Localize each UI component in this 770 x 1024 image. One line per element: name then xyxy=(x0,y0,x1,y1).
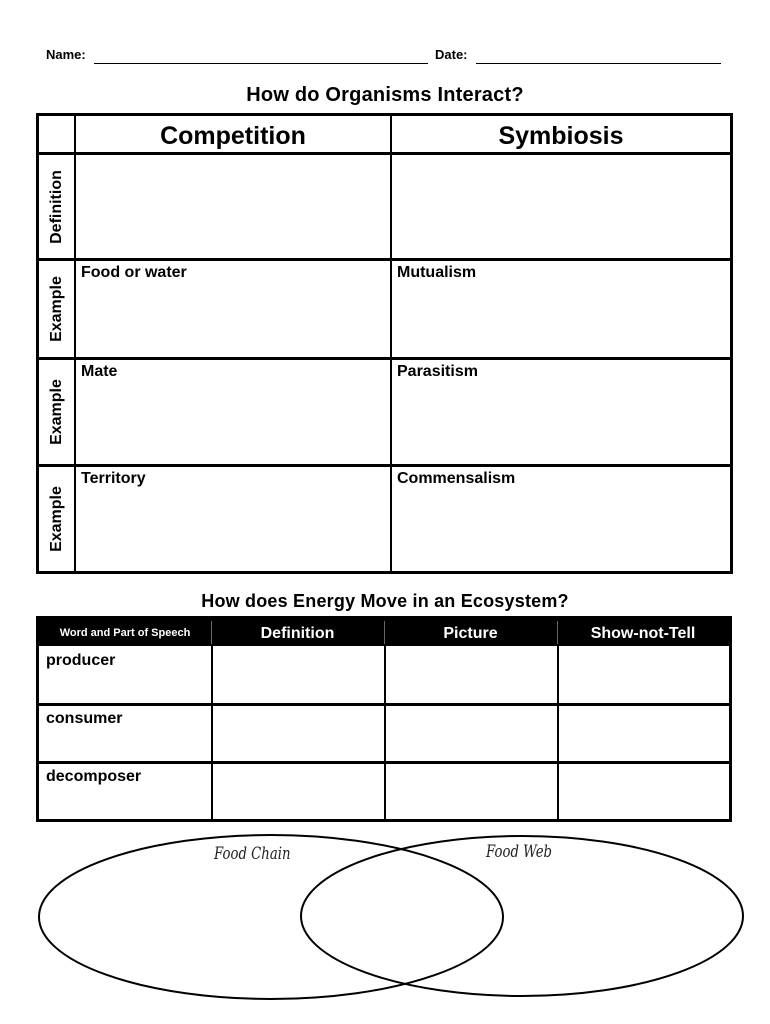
word-producer: producer xyxy=(46,652,116,669)
energy-ecosystem-table xyxy=(36,616,732,822)
energy-table-header xyxy=(39,619,729,646)
column-header-symbiosis: Symbiosis xyxy=(498,122,624,150)
symbiosis-example-commensalism: Commensalism xyxy=(397,470,516,487)
organisms-interact-table xyxy=(36,113,733,574)
section1-title: How do Organisms Interact? xyxy=(246,84,524,106)
column-header-picture: Picture xyxy=(443,625,498,642)
row-label-definition: Definition xyxy=(48,169,66,244)
venn-label-food-chain: Food Chain xyxy=(214,844,291,864)
date-label: Date: xyxy=(435,47,468,62)
column-header-show-not-tell: Show-not-Tell xyxy=(590,625,696,642)
row-label-example-1: Example xyxy=(48,276,65,342)
venn-label-food-web: Food Web xyxy=(486,842,553,862)
column-header-competition: Competition xyxy=(160,122,306,150)
symbiosis-example-mutualism: Mutualism xyxy=(397,264,477,281)
name-label: Name: xyxy=(46,47,86,62)
row-label-example-3: Example xyxy=(48,486,65,552)
competition-example-territory: Territory xyxy=(81,470,146,487)
food-chain-web-venn-diagram xyxy=(0,830,770,1010)
name-field[interactable] xyxy=(94,63,428,64)
competition-example-food-water: Food or water xyxy=(81,264,187,281)
date-field[interactable] xyxy=(476,63,721,64)
word-decomposer: decomposer xyxy=(46,768,142,785)
competition-definition-cell[interactable] xyxy=(81,156,381,254)
symbiosis-example-parasitism: Parasitism xyxy=(397,363,478,380)
column-header-definition: Definition xyxy=(260,625,335,642)
column-header-word: Word and Part of Speech xyxy=(59,627,191,639)
section2-title: How does Energy Move in an Ecosystem? xyxy=(201,591,569,611)
name-date-row xyxy=(46,45,721,67)
symbiosis-definition-cell[interactable] xyxy=(397,156,722,254)
venn-diagram-svg xyxy=(0,830,770,1010)
word-consumer: consumer xyxy=(46,710,123,727)
row-label-example-2: Example xyxy=(48,379,65,445)
competition-example-mate: Mate xyxy=(81,363,118,380)
